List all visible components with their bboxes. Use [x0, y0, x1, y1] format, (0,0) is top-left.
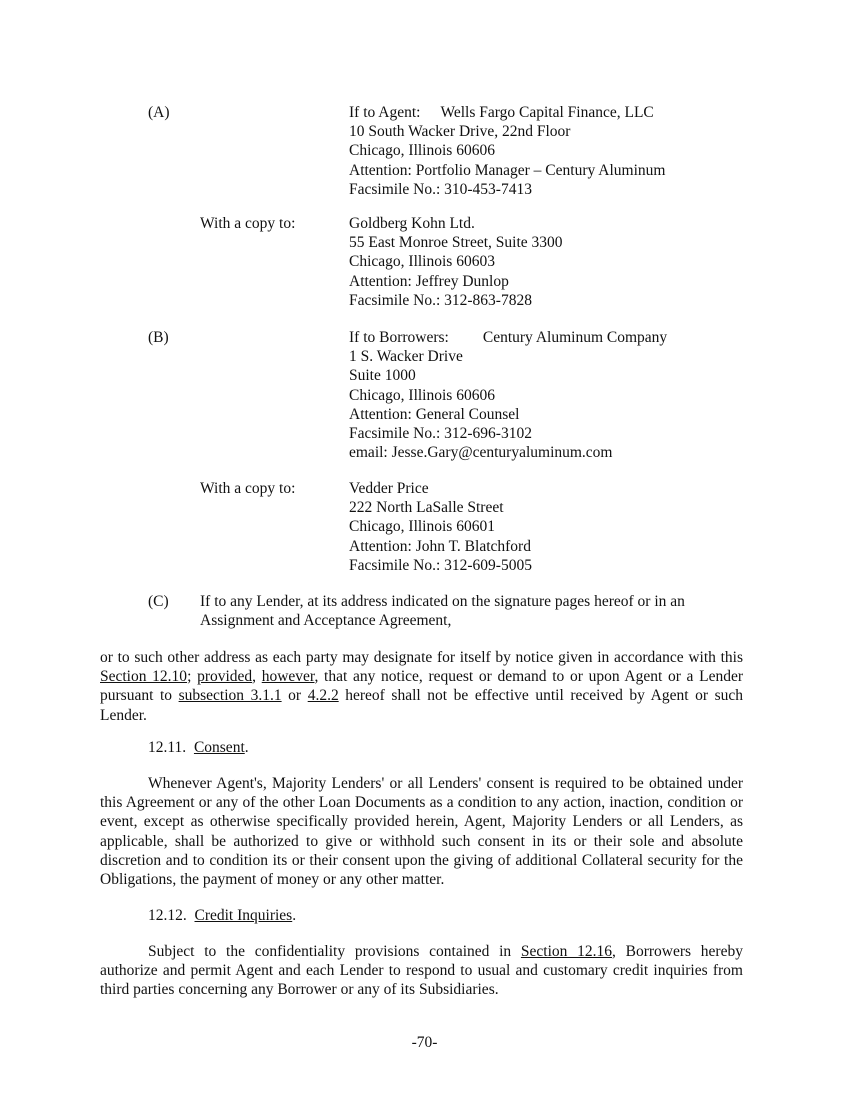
provided-term: provided — [197, 668, 253, 686]
text-run: or — [281, 687, 308, 705]
notice-a-copy-label: With a copy to: — [200, 215, 296, 232]
notice-a-address — [349, 103, 665, 199]
address-line: Wells Fargo Capital Finance, LLC — [440, 104, 654, 121]
section-title: Consent — [193, 739, 245, 756]
section-number: 12.11. — [148, 739, 187, 756]
text-run: Subject to the confidentiality provisions contained in — [148, 943, 521, 960]
however-term: however — [261, 668, 315, 686]
text-run: or to such other address as each party may designate for itself by notice given in accordance with this — [100, 649, 743, 666]
page-number: -70- — [411, 1034, 438, 1051]
address-line: Century Aluminum Company — [482, 329, 668, 346]
text-run: ; — [187, 668, 198, 686]
address-line: 222 North LaSalle Street — [349, 499, 504, 517]
section-12-11-body: Whenever Agent's, Majority Lenders' or all Lenders' consent is required to be obtained under this Agreement or any of the other Loan Documents as a condition to any action, inaction, condition or event, except as otherwise specifically provided herein, Agent, Majority Lenders or all Lenders, as applicable, shall be authorized to give or withhold such consent in its or their sole and absolute discretion and to condition its or their consent upon the giving of additional Collateral security for the Obligations, the payment of money or any other matter. — [100, 775, 743, 889]
text-run: , Borrowers hereby authorize and permit Agent and each Lender to respond to usual and customary credit inquiries from third parties concerning any Borrower or any of its Subsidiaries. — [100, 943, 743, 999]
subsection-4-2-2-reference: 4.2.2 — [307, 687, 339, 705]
address-line: 1 S. Wacker Drive — [349, 348, 463, 366]
notice-b-copy-label: With a copy to: — [200, 480, 296, 497]
notice-b-label: (B) — [148, 329, 169, 346]
section-title-period: . — [244, 739, 249, 756]
section-12-10-reference: Section 12.10 — [100, 668, 188, 686]
address-line: Attention: Portfolio Manager – Century Aluminum — [349, 161, 666, 179]
address-line: Attention: John T. Blatchford — [349, 537, 531, 555]
address-line: Chicago, Illinois 60603 — [349, 253, 495, 271]
address-line: Facsimile No.: 312-609-5005 — [349, 556, 532, 574]
notice-c-line: If to any Lender, at its address indicated on the signature pages hereof or in an — [200, 593, 685, 610]
address-line: Attention: Jeffrey Dunlop — [349, 272, 509, 290]
section-title: Credit Inquiries — [194, 907, 293, 924]
address-line: email: Jesse.Gary@centuryaluminum.com — [349, 444, 613, 462]
subsection-3-1-1-reference: subsection 3.1.1 — [178, 687, 282, 705]
address-line: Facsimile No.: 312-696-3102 — [349, 425, 532, 443]
address-line: Facsimile No.: 312-863-7828 — [349, 291, 532, 309]
address-line: Suite 1000 — [349, 367, 416, 385]
notice-b-to-label: If to Borrowers: — [349, 329, 449, 346]
text-run: , that any notice, request or demand to or upon Agent or a Lender pursuant to — [100, 668, 744, 705]
section-12-16-reference: Section 12.16 — [520, 943, 613, 960]
address-line: Chicago, Illinois 60606 — [349, 386, 495, 404]
notice-a-copy-address — [349, 214, 563, 310]
section-12-12-body — [100, 942, 743, 1000]
section-12-12-heading — [148, 906, 296, 925]
address-line: 55 East Monroe Street, Suite 3300 — [349, 234, 563, 252]
address-line: Goldberg Kohn Ltd. — [349, 215, 475, 232]
section-12-11-heading — [148, 738, 249, 757]
text-run: , — [252, 668, 262, 686]
notice-closing-paragraph — [100, 648, 743, 725]
notice-a-to-label: If to Agent: — [349, 104, 421, 121]
address-line: Chicago, Illinois 60601 — [349, 518, 495, 536]
address-line: Facsimile No.: 310-453-7413 — [349, 180, 532, 198]
notice-a-label: (A) — [148, 104, 170, 121]
notice-b-address — [349, 328, 667, 462]
section-title-period: . — [292, 907, 297, 924]
text-run: hereof shall not be effective until received by Agent or such Lender. — [100, 687, 743, 724]
section-number: 12.12. — [148, 907, 187, 924]
notice-c-text — [200, 592, 685, 630]
notice-c-line: Assignment and Acceptance Agreement, — [200, 612, 452, 630]
address-line: 10 South Wacker Drive, 22nd Floor — [349, 123, 571, 141]
address-line: Attention: General Counsel — [349, 405, 520, 423]
address-line: Chicago, Illinois 60606 — [349, 142, 495, 160]
notice-c-label: (C) — [148, 593, 169, 610]
address-line: Vedder Price — [349, 480, 429, 497]
notice-b-copy-address — [349, 479, 532, 575]
